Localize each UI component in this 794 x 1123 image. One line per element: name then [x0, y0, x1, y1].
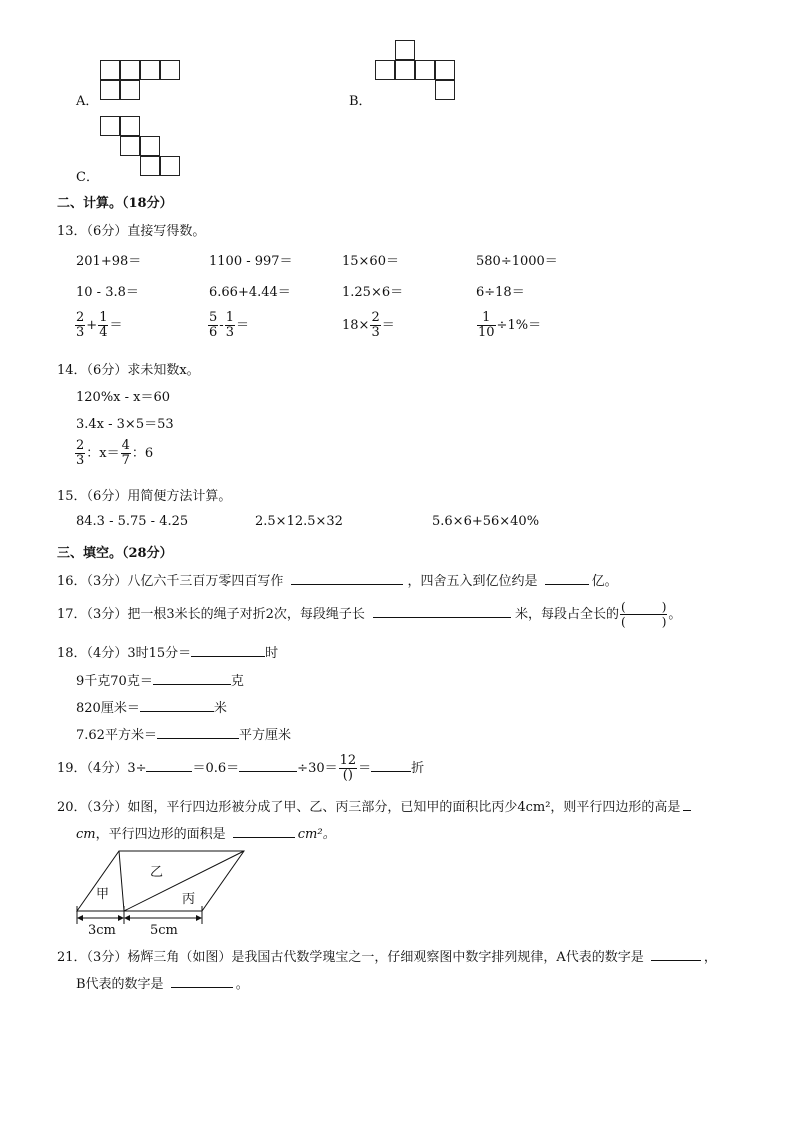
region-bing-label: 丙 — [182, 892, 196, 907]
q18-blank-1[interactable] — [191, 644, 265, 657]
option-b-label: B． — [349, 94, 372, 109]
section-2-title: 二、计算。（18分） — [57, 196, 173, 211]
q20-blank-2[interactable] — [233, 825, 295, 838]
q18-line-2: 9千克70克＝ 克 — [76, 674, 244, 689]
q17-blank[interactable] — [373, 605, 511, 618]
parallelogram-figure — [72, 848, 252, 938]
q16-line: 16．（3分）八亿六千三百万零四百写作 ，四舍五入到亿位约是 亿。 — [57, 574, 618, 589]
q13-r2-c2: 6.66+4.44＝ — [209, 285, 291, 300]
q15-title: 15．（6分）用简便方法计算。 — [57, 489, 232, 504]
q18-line-4: 7.62平方米＝ 平方厘米 — [76, 728, 291, 743]
q13-r3-c3: 18× $\frac{2}{3}$ ＝ — [342, 310, 395, 340]
q18-line-1: 18．（4分）3时15分＝ 时 — [57, 646, 279, 661]
q18-blank-4[interactable] — [157, 726, 239, 739]
q13-r1-c4: 580÷1000＝ — [476, 254, 558, 269]
q19-blank-3[interactable] — [371, 759, 411, 772]
q13-r1-c3: 15×60＝ — [342, 254, 399, 269]
q13-r3-c4: $\frac{1}{10}$ ÷1%＝ — [478, 310, 542, 340]
option-c-label: C． — [76, 170, 99, 185]
option-a-label: A． — [76, 94, 99, 109]
region-yi-label: 乙 — [150, 865, 164, 880]
q13-r3-c1: $\frac{2}{3}$ + $\frac{1}{4}$ ＝ — [76, 310, 123, 340]
q21-line-2: B代表的数字是 。 — [76, 977, 249, 992]
q15-item-2: 2.5×12.5×32 — [255, 514, 343, 529]
q19-line: 19．（4分）3÷ ＝0.6＝ ÷30＝ $\frac{12}{()}$ ＝ 折 — [57, 753, 425, 783]
q13-r2-c4: 6÷18＝ — [476, 285, 525, 300]
q21-blank-b[interactable] — [171, 975, 233, 988]
q20-blank-1[interactable] — [683, 798, 691, 811]
region-jia-label: 甲 — [96, 887, 110, 902]
q16-blank-1[interactable] — [291, 572, 403, 585]
q18-blank-2[interactable] — [153, 672, 231, 685]
section-3-title: 三、填空。（28分） — [57, 546, 173, 561]
q21-line-1: 21．（3分）杨辉三角（如图）是我国古代数学瑰宝之一，仔细观察图中数字排列规律，A代表的数字是 ， — [57, 950, 717, 965]
q18-blank-3[interactable] — [140, 699, 214, 712]
q19-fraction: $\frac{12}{()}$ — [339, 753, 357, 783]
q19-blank-1[interactable] — [146, 759, 192, 772]
q13-r1-c2: 1100 - 997＝ — [209, 254, 293, 269]
q13-r2-c1: 10 - 3.8＝ — [76, 285, 139, 300]
q21-blank-a[interactable] — [651, 948, 701, 961]
q13-r2-c3: 1.25×6＝ — [342, 285, 404, 300]
q20-line-1: 20．（3分）如图，平行四边形被分成了甲、乙、丙三部分，已知甲的面积比丙少4cm²，则平行四边形的高是 — [57, 796, 691, 815]
parallelogram-outline — [77, 851, 244, 911]
q13-r1-c1: 201+98＝ — [76, 254, 142, 269]
q14-eq3: $\frac{2}{3}$ ：x＝ $\frac{4}{7}$ ：6 — [76, 438, 154, 468]
q14-eq1: 120%x - x＝60 — [76, 390, 171, 405]
divider-line-1 — [119, 851, 124, 911]
q15-item-3: 5.6×6+56×40% — [432, 514, 540, 529]
q17-frac-blank[interactable]: $\frac{( )}{( )}$ — [621, 600, 667, 629]
q13-r3-c2: $\frac{5}{6}$ - $\frac{1}{3}$ ＝ — [209, 310, 249, 340]
q17-line: 17．（3分）把一根3米长的绳子对折2次，每段绳子长 米，每段占全长的 $\frac{( )}{( )}$ 。 — [57, 600, 682, 629]
q15-item-1: 84.3 - 5.75 - 4.25 — [76, 514, 189, 529]
dimension-3cm-label: 3cm — [88, 923, 116, 938]
q13-title: 13．（6分）直接写得数。 — [57, 224, 206, 239]
dimension-5cm-label: 5cm — [150, 923, 178, 938]
q16-blank-2[interactable] — [545, 572, 589, 585]
q20-line-2: cm，平行四边形的面积是 cm²。 — [76, 827, 336, 842]
q14-title: 14．（6分）求未知数x。 — [57, 363, 200, 378]
q18-line-3: 820厘米＝ 米 — [76, 701, 227, 716]
q19-blank-2[interactable] — [239, 759, 297, 772]
q14-eq2: 3.4x - 3×5＝53 — [76, 417, 174, 432]
